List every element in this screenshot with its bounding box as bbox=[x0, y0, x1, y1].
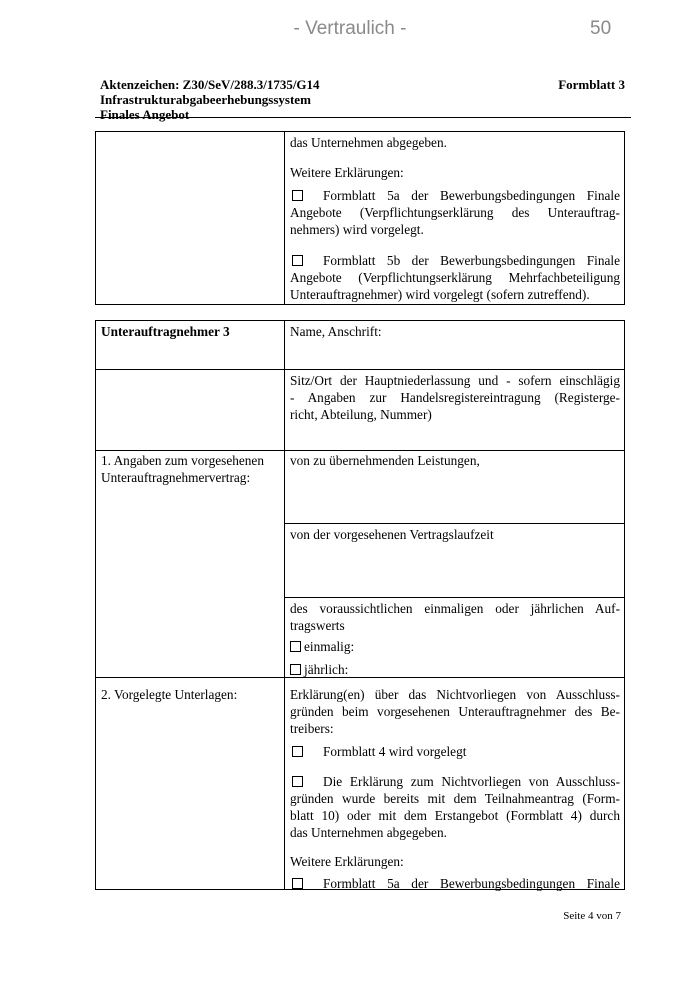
column-divider bbox=[284, 132, 285, 304]
services-label: von zu übernehmenden Leistungen, bbox=[290, 453, 480, 468]
document-header bbox=[100, 77, 630, 122]
form-number: Formblatt 3 bbox=[558, 77, 625, 92]
page-number: 50 bbox=[590, 18, 612, 39]
checkbox-yearly[interactable] bbox=[290, 664, 301, 675]
prior-line-1: Die Erklärung zum Nichtvorliegen von Ausschluss- bbox=[323, 774, 620, 789]
cont-5b-line-3: Unterauftragnehmer) wird vorgelegt (sofern zutreffend). bbox=[290, 287, 590, 302]
seat-line-2: - Angaben zur Handelsregistereintragung (Registerge- bbox=[290, 390, 620, 405]
exclusion-line-3: treibers: bbox=[290, 721, 334, 736]
system-name: Infrastrukturabgabeerhebungssystem bbox=[100, 92, 311, 107]
subcontractor-3-table bbox=[95, 320, 625, 890]
section-1-label-line-2: Unterauftragnehmervertrag: bbox=[101, 470, 251, 485]
checkbox-form4[interactable] bbox=[292, 746, 303, 757]
continuation-table bbox=[95, 131, 625, 305]
page-footer: Seite 4 von 7 bbox=[563, 910, 621, 922]
checkbox-5a-sub3[interactable] bbox=[292, 878, 303, 889]
file-reference: Aktenzeichen: Z30/SeV/288.3/1735/G14 bbox=[100, 77, 320, 92]
cont-line-1: das Unternehmen abgegeben. bbox=[290, 135, 447, 150]
row-rule bbox=[284, 597, 624, 598]
cont-5a-line-3: nehmers) wird vorgelegt. bbox=[290, 222, 424, 237]
value-line-2: tragswerts bbox=[290, 618, 345, 633]
yearly-label: jährlich: bbox=[304, 662, 349, 677]
once-label: einmalig: bbox=[304, 639, 355, 654]
name-address-label: Name, Anschrift: bbox=[290, 324, 382, 339]
cont-5b-line-2: Angebote (Verpflichtungserklärung Mehrfachbeteiligung bbox=[290, 270, 620, 285]
row-rule bbox=[284, 523, 624, 524]
checkbox-5a[interactable] bbox=[292, 190, 303, 201]
seat-line-1: Sitz/Ort der Hauptniederlassung und - sofern einschlägig bbox=[290, 373, 620, 388]
section-2-label: 2. Vorgelegte Unterlagen: bbox=[101, 687, 238, 702]
column-divider bbox=[284, 321, 285, 889]
form4-label: Formblatt 4 wird vorgelegt bbox=[323, 744, 467, 759]
cont-5a-line-1: Formblatt 5a der Bewerbungsbedingungen Finale bbox=[323, 188, 620, 203]
cont-5a-line-2: Angebote (Verpflichtungserklärung des Unterauftrag- bbox=[290, 205, 620, 220]
prior-line-4: das Unternehmen abgegeben. bbox=[290, 825, 447, 840]
sub3-5a-line-1: Formblatt 5a der Bewerbungsbedingungen Finale bbox=[323, 876, 620, 891]
exclusion-line-1: Erklärung(en) über das Nichtvorliegen von Ausschluss- bbox=[290, 687, 620, 702]
row-rule bbox=[96, 677, 624, 678]
row-rule bbox=[96, 450, 624, 451]
checkbox-prior-declaration[interactable] bbox=[292, 776, 303, 787]
exclusion-line-2: gründen beim vorgesehenen Unterauftragnehmer des Be- bbox=[290, 704, 620, 719]
offer-type: Finales Angebot bbox=[100, 107, 190, 122]
subcontractor-heading: Unterauftragnehmer 3 bbox=[101, 324, 230, 339]
prior-line-2: gründen wurde bereits mit dem Teilnahmeantrag (Form- bbox=[290, 791, 620, 806]
section-1-label-line-1: 1. Angaben zum vorgesehenen bbox=[101, 453, 264, 468]
header-rule bbox=[95, 117, 631, 118]
cont-5b-line-1: Formblatt 5b der Bewerbungsbedingungen Finale bbox=[323, 253, 620, 268]
checkbox-5b[interactable] bbox=[292, 255, 303, 266]
row-rule bbox=[96, 369, 624, 370]
term-label: von der vorgesehenen Vertragslaufzeit bbox=[290, 527, 494, 542]
seat-line-3: richt, Abteilung, Nummer) bbox=[290, 407, 432, 422]
value-line-1: des voraussichtlichen einmaligen oder jährlichen Auf- bbox=[290, 601, 620, 616]
cont-further-label: Weitere Erklärungen: bbox=[290, 165, 404, 180]
checkbox-once[interactable] bbox=[290, 641, 301, 652]
confidential-label: - Vertraulich - bbox=[293, 18, 407, 39]
further-label: Weitere Erklärungen: bbox=[290, 854, 404, 869]
prior-line-3: blatt 10) oder mit dem Erstangebot (Formblatt 4) durch bbox=[290, 808, 620, 823]
